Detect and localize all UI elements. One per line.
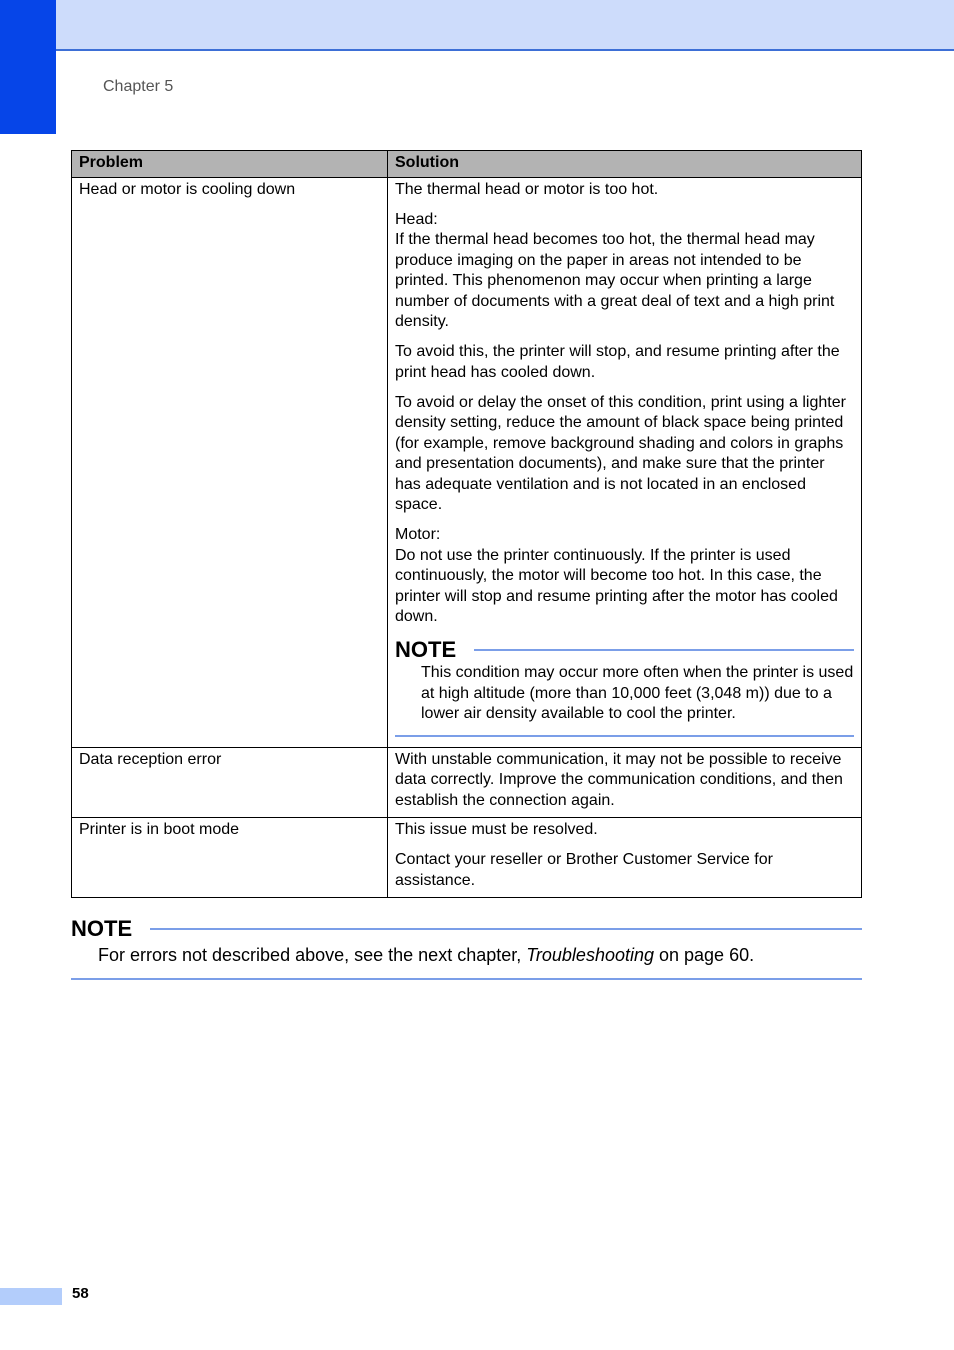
- problem-cell: Data reception error: [72, 747, 388, 818]
- note-rule: [150, 928, 862, 930]
- table-row: [72, 177, 862, 747]
- note-text-after: on page 60.: [654, 945, 755, 965]
- footer-band: [0, 1288, 62, 1305]
- troubleshooting-table: [71, 150, 862, 898]
- solution-paragraph: With unstable communication, it may not be possible to receive data correctly. Improve the communication conditions, and then establish the connection again.: [395, 750, 843, 809]
- note-text-before: For errors not described above, see the next chapter,: [98, 945, 527, 965]
- page-number: 58: [72, 1285, 89, 1302]
- head-subheading: Head:: [395, 210, 438, 228]
- solution-paragraph: [395, 210, 854, 333]
- chapter-label: Chapter 5: [103, 78, 174, 95]
- chapter-tab: [0, 0, 56, 134]
- motor-subheading: Motor:: [395, 526, 441, 543]
- table-header-row: [72, 151, 862, 178]
- inline-note: [395, 637, 854, 737]
- motor-description: Do not use the printer continuously. If the printer is used continuously, the motor will become too hot. In this case, the printer will stop and resume printing after the motor has cooled down.: [395, 546, 838, 625]
- head-description: If the thermal head becomes too hot, the thermal head may produce imaging on the paper in areas not intended to be printed. This phenomenon may occur when printing a large number of documents with a great deal of text and a high print density.: [395, 231, 835, 330]
- solution-paragraph: This issue must be resolved.: [395, 821, 598, 838]
- column-header-problem: Problem: [72, 151, 388, 178]
- solution-paragraph: To avoid this, the printer will stop, and resume printing after the print head has cooled down.: [395, 343, 840, 381]
- problem-cell: Head or motor is cooling down: [72, 177, 388, 747]
- solution-cell: [388, 818, 862, 898]
- table-row: [72, 818, 862, 898]
- solution-cell: [388, 177, 862, 747]
- solution-cell: [388, 747, 862, 818]
- note-title: NOTE: [71, 916, 133, 941]
- note-text: This condition may occur more often when the printer is used at high altitude (more than 10,000 feet (3,048 m)) due to a lower air density available to cool the printer.: [421, 664, 854, 722]
- solution-paragraph: The thermal head or motor is too hot.: [395, 180, 659, 198]
- column-header-solution: Solution: [388, 151, 862, 178]
- note-title: NOTE: [395, 637, 457, 662]
- note-end-rule: [71, 978, 862, 980]
- solution-paragraph: To avoid or delay the onset of this condition, print using a lighter density setting, reduce the amount of black space being printed (for example, remove background shading and colors in graphs and presentation documents), and make sure that the printer has adequate ventilation and is not located in an enclosed space.: [395, 393, 846, 513]
- problem-cell: Printer is in boot mode: [72, 818, 388, 898]
- note-text: [71, 943, 862, 967]
- header-band: [0, 0, 954, 51]
- bottom-note: [71, 910, 862, 984]
- note-end-rule: [395, 735, 854, 737]
- solution-paragraph: [395, 525, 854, 628]
- table-row: [72, 747, 862, 818]
- solution-paragraph: Contact your reseller or Brother Customer Service for assistance.: [395, 851, 773, 889]
- note-rule: [474, 649, 854, 651]
- troubleshooting-link[interactable]: Troubleshooting: [526, 945, 654, 965]
